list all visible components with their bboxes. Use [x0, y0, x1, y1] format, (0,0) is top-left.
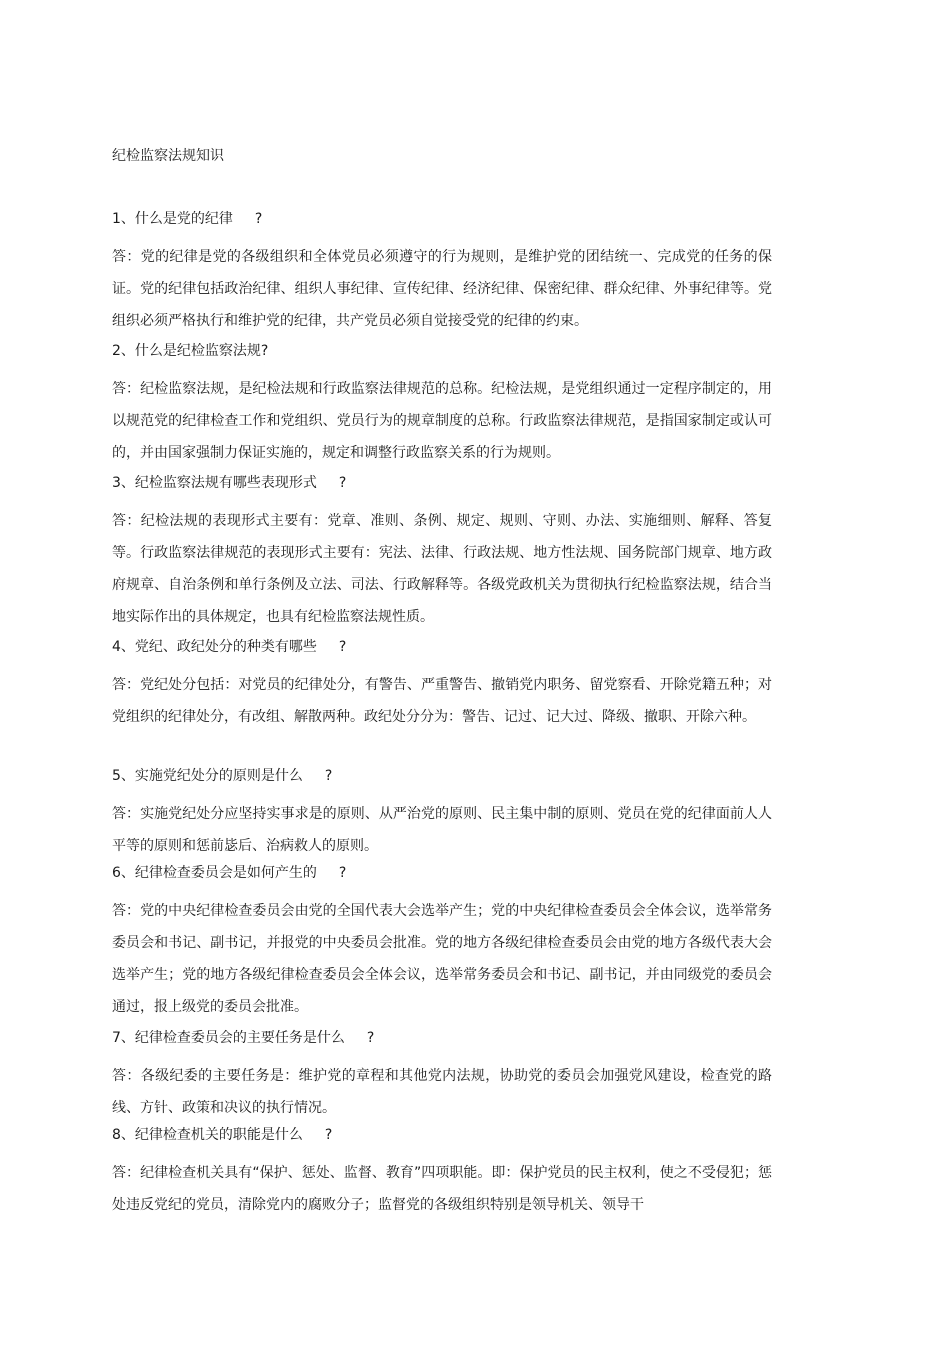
question-7-mark: ? [366, 1030, 375, 1046]
question-6-mark: ? [338, 865, 347, 881]
qa-item-8 [112, 1125, 772, 1221]
answer-3: 答：纪检法规的表现形式主要有：党章、准则、条例、规定、规则、守则、办法、实施细则、解释、答复等。行政监察法律规范的表现形式主要有：宪法、法律、行政法规、地方性法规、国务院部门规章、地方政府规章、自治条例和单行条例及立法、司法、行政解释等。各级党政机关为贯彻执行纪检监察法规，结合当地实际作出的具体规定，也具有纪检监察法规性质。 [112, 513, 772, 625]
question-2 [112, 341, 772, 361]
qa-item-2 [112, 341, 772, 469]
question-6 [112, 863, 772, 883]
answer-1: 答：党的纪律是党的各级组织和全体党员必须遵守的行为规则，是维护党的团结统一、完成党的任务的保证。党的纪律包括政治纪律、组织人事纪律、宣传纪律、经济纪律、保密纪律、群众纪律、外事纪律等。党组织必须严格执行和维护党的纪律，共产党员必须自觉接受党的纪律的约束。 [112, 249, 772, 329]
question-4 [112, 637, 772, 657]
answer-5: 答：实施党纪处分应坚持实事求是的原则、从严治党的原则、民主集中制的原则、党员在党的纪律面前人人平等的原则和惩前毖后、治病救人的原则。 [112, 806, 772, 854]
question-4-mark: ? [338, 639, 347, 655]
question-8 [112, 1125, 772, 1145]
qa-item-3 [112, 473, 772, 633]
question-5-text: 5、实施党纪处分的原则是什么 [112, 768, 303, 784]
question-7 [112, 1028, 772, 1048]
qa-item-5 [112, 766, 772, 862]
qa-item-4 [112, 637, 772, 733]
question-3 [112, 473, 772, 493]
question-1-mark: ? [254, 211, 263, 227]
document-title: 纪检监察法规知识 [112, 148, 224, 164]
question-3-mark: ? [338, 475, 347, 491]
question-3-text: 3、纪检监察法规有哪些表现形式 [112, 475, 317, 491]
question-1 [112, 209, 772, 229]
question-1-text: 1、什么是党的纪律 [112, 211, 233, 227]
answer-4: 答：党纪处分包括：对党员的纪律处分，有警告、严重警告、撤销党内职务、留党察看、开除党籍五种；对党组织的纪律处分，有改组、解散两种。政纪处分分为：警告、记过、记大过、降级、撤职、开除六种。 [112, 677, 772, 725]
question-7-text: 7、纪律检查委员会的主要任务是什么 [112, 1030, 345, 1046]
answer-6: 答：党的中央纪律检查委员会由党的全国代表大会选举产生；党的中央纪律检查委员会全体会议，选举常务委员会和书记、副书记，并报党的中央委员会批准。党的地方各级纪律检查委员会由党的地方各级代表大会选举产生；党的地方各级纪律检查委员会全体会议，选举常务委员会和书记、副书记，并由同级党的委员会通过，报上级党的委员会批准。 [112, 903, 772, 1015]
question-8-mark: ? [324, 1127, 333, 1143]
question-4-text: 4、党纪、政纪处分的种类有哪些 [112, 639, 317, 655]
question-2-text: 2、什么是纪检监察法规? [112, 343, 269, 359]
question-5 [112, 766, 772, 786]
answer-8: 答：纪律检查机关具有“保护、惩处、监督、教育”四项职能。即：保护党员的民主权利，使之不受侵犯；惩处违反党纪的党员，清除党内的腐败分子；监督党的各级组织特别是领导机关、领导干 [112, 1165, 772, 1213]
qa-item-6 [112, 863, 772, 1023]
question-5-mark: ? [324, 768, 333, 784]
qa-item-7 [112, 1028, 772, 1124]
answer-7: 答：各级纪委的主要任务是：维护党的章程和其他党内法规，协助党的委员会加强党风建设，检查党的路线、方针、政策和决议的执行情况。 [112, 1068, 772, 1116]
question-8-text: 8、纪律检查机关的职能是什么 [112, 1127, 303, 1143]
qa-item-1 [112, 209, 772, 337]
question-6-text: 6、纪律检查委员会是如何产生的 [112, 865, 317, 881]
answer-2: 答：纪检监察法规，是纪检法规和行政监察法律规范的总称。纪检法规，是党组织通过一定程序制定的，用以规范党的纪律检查工作和党组织、党员行为的规章制度的总称。行政监察法律规范，是指国家制定或认可的，并由国家强制力保证实施的，规定和调整行政监察关系的行为规则。 [112, 381, 772, 461]
